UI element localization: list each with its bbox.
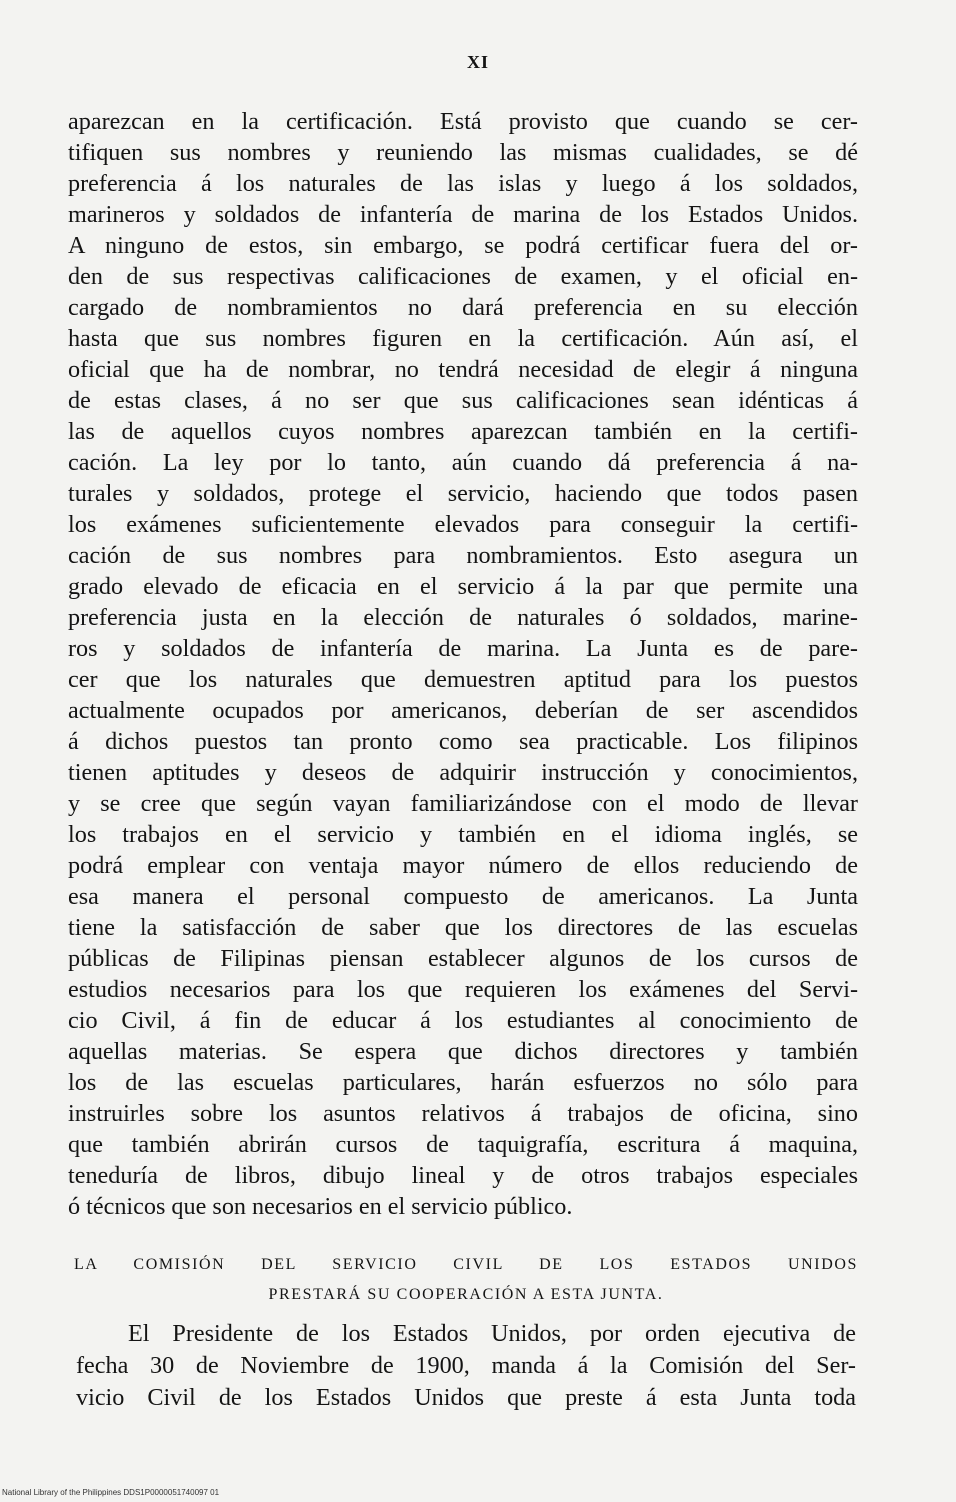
text-line: El Presidente de los Estados Unidos, por orden ejecutiva de: [128, 1320, 856, 1347]
text-line: estudios necesarios para los que requieren los exámenes del Servi-: [68, 976, 858, 1003]
text-line: A ninguno de estos, sin embargo, se podrá certificar fuera del or-: [68, 232, 858, 259]
text-line: esa manera el personal compuesto de americanos. La Junta: [68, 883, 858, 910]
text-line: tiene la satisfacción de saber que los directores de las escuelas: [68, 914, 858, 941]
text-line: preferencia justa en la elección de naturales ó soldados, marine-: [68, 604, 858, 631]
text-line: podrá emplear con ventaja mayor número de ellos reduciendo de: [68, 852, 858, 879]
text-line: den de sus respectivas calificaciones de examen, y el oficial en-: [68, 263, 858, 290]
text-line: que también abrirán cursos de taquigrafía, escritura á maquina,: [68, 1131, 858, 1158]
text-line: los de las escuelas particulares, harán esfuerzos no sólo para: [68, 1069, 858, 1096]
text-line: ros y soldados de infantería de marina. La Junta es de pare-: [68, 635, 858, 662]
text-line: de estas clases, á no ser que sus calificaciones sean idénticas á: [68, 387, 858, 414]
text-line: oficial que ha de nombrar, no tendrá necesidad de elegir á ninguna: [68, 356, 858, 383]
text-line: cación. La ley por lo tanto, aún cuando dá preferencia á na-: [68, 449, 858, 476]
text-line: los trabajos en el servicio y también en el idioma inglés, se: [68, 821, 858, 848]
scan-credit: National Library of the Philippines DDS1P0000051740097 01: [2, 1488, 220, 1497]
text-line: públicas de Filipinas piensan establecer algunos de los cursos de: [68, 945, 858, 972]
text-line: tienen aptitudes y deseos de adquirir instrucción y conocimientos,: [68, 759, 858, 786]
text-line: preferencia á los naturales de las islas y luego á los soldados,: [68, 170, 858, 197]
text-line: grado elevado de eficacia en el servicio á la par que permite una: [68, 573, 858, 600]
main-text-block: [68, 106, 858, 1222]
text-line: cargado de nombramientos no dará preferencia en su elección: [68, 294, 858, 321]
text-line: fecha 30 de Noviembre de 1900, manda á la Comisión del Ser-: [76, 1352, 856, 1379]
text-line: cio Civil, á fin de educar á los estudiantes al conocimiento de: [68, 1007, 858, 1034]
section-heading-line-1: LA COMISIÓN DEL SERVICIO CIVIL DE LOS ESTADOS UNIDOS: [74, 1256, 858, 1273]
text-line: cer que los naturales que demuestren aptitud para los puestos: [68, 666, 858, 693]
text-line: turales y soldados, protege el servicio, haciendo que todos pasen: [68, 480, 858, 507]
text-line: ó técnicos que son necesarios en el servicio público.: [68, 1193, 573, 1220]
text-line: tifiquen sus nombres y reuniendo las mismas cualidades, se dé: [68, 139, 858, 166]
text-line: los exámenes suficientemente elevados para conseguir la certifi-: [68, 511, 858, 538]
section-heading-line-2: PRESTARÁ SU COOPERACIÓN A ESTA JUNTA.: [268, 1286, 664, 1303]
text-line: y se cree que según vayan familiarizándose con el modo de llevar: [68, 790, 858, 817]
text-line: vicio Civil de los Estados Unidos que preste á esta Junta toda: [76, 1384, 856, 1411]
page-number: XI: [466, 52, 489, 72]
text-line: aquellas materias. Se espera que dichos directores y también: [68, 1038, 858, 1065]
text-line: aparezcan en la certificación. Está provisto que cuando se cer-: [68, 108, 858, 135]
text-line: instruirles sobre los asuntos relativos á trabajos de oficina, sino: [68, 1100, 858, 1127]
text-line: á dichos puestos tan pronto como sea practicable. Los filipinos: [68, 728, 858, 755]
section-heading: [74, 1250, 858, 1310]
text-line: marineros y soldados de infantería de marina de los Estados Unidos.: [68, 201, 858, 228]
text-line: cación de sus nombres para nombramientos. Esto asegura un: [68, 542, 858, 569]
final-paragraph: [76, 1318, 856, 1414]
text-line: actualmente ocupados por americanos, deberían de ser ascendidos: [68, 697, 858, 724]
text-line: teneduría de libros, dibujo lineal y de otros trabajos especiales: [68, 1162, 858, 1189]
text-line: las de aquellos cuyos nombres aparezcan también en la certifi-: [68, 418, 858, 445]
text-line: hasta que sus nombres figuren en la certificación. Aún así, el: [68, 325, 858, 352]
